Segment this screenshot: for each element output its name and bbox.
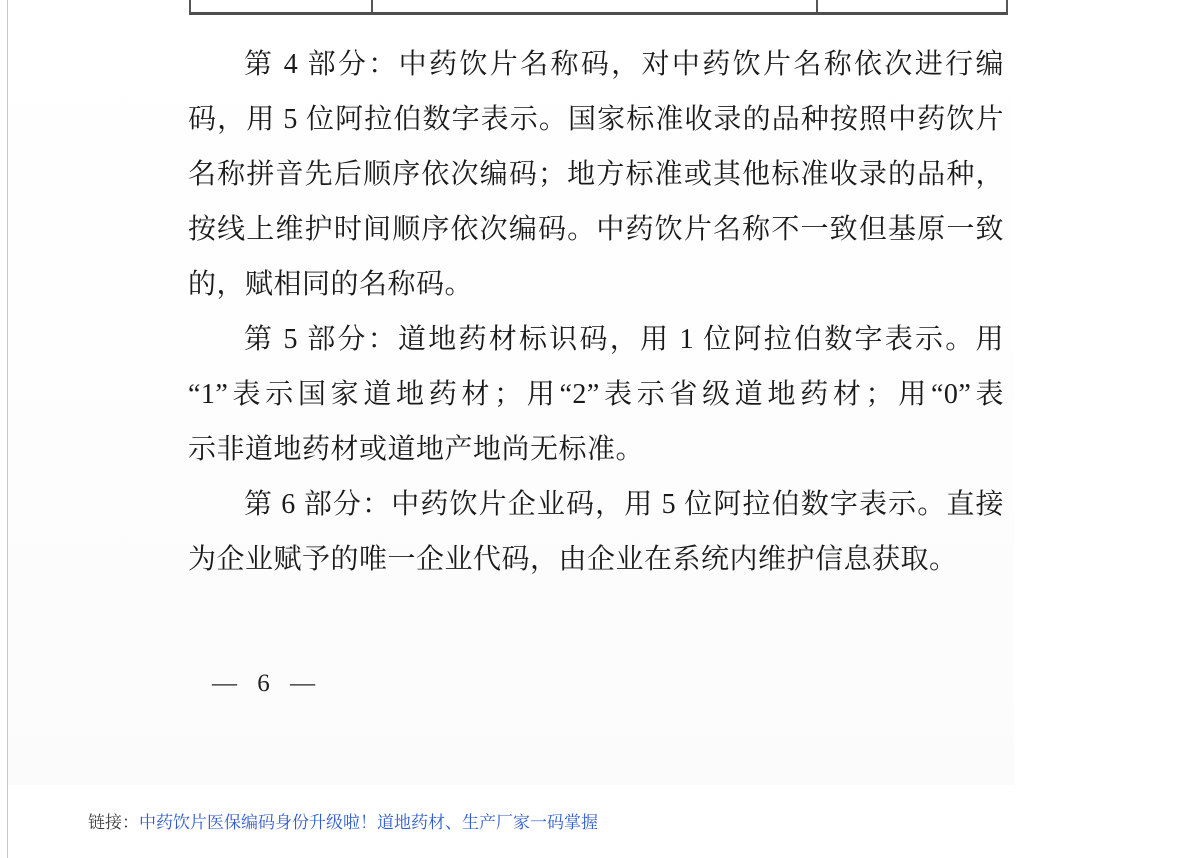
text-line: 第 4 部分：中药饮片名称码，对中药饮片名称依次进行编 — [244, 49, 1004, 80]
paragraph-part-4 — [188, 37, 1004, 312]
table-column-divider — [371, 0, 373, 12]
text-line: 的，赋相同的名称码。 — [188, 269, 474, 300]
text-line: 按线上维护时间顺序依次编码。中药饮片名称不一致但基原一致 — [188, 214, 1004, 245]
page-number: — 6 — — [212, 670, 316, 697]
link-label: 链接： — [88, 813, 139, 832]
paragraph-part-5 — [188, 312, 1004, 477]
footer-link-row — [88, 811, 598, 835]
document-body — [188, 37, 1004, 587]
text-line: 名称拼音先后顺序依次编码；地方标准或其他标准收录的品种， — [188, 159, 1004, 190]
paragraph-part-6 — [188, 477, 1004, 587]
scanned-document-page — [8, 0, 1014, 785]
text-line: 码，用 5 位阿拉伯数字表示。国家标准收录的品种按照中药饮片 — [188, 104, 1004, 135]
text-line: “1”表示国家道地药材；用“2”表示省级道地药材；用“0”表 — [188, 379, 1004, 410]
text-line: 为企业赋予的唯一企业代码，由企业在系统内维护信息获取。 — [188, 544, 958, 575]
text-line: 第 6 部分：中药饮片企业码，用 5 位阿拉伯数字表示。直接 — [244, 489, 1004, 520]
table-bottom-fragment — [189, 0, 1008, 15]
table-column-divider — [816, 0, 818, 12]
text-line: 第 5 部分：道地药材标识码，用 1 位阿拉伯数字表示。用 — [244, 324, 1004, 355]
article-link[interactable]: 中药饮片医保编码身份升级啦！道地药材、生产厂家一码掌握 — [139, 813, 598, 832]
text-line: 示非道地药材或道地产地尚无标准。 — [188, 434, 645, 465]
